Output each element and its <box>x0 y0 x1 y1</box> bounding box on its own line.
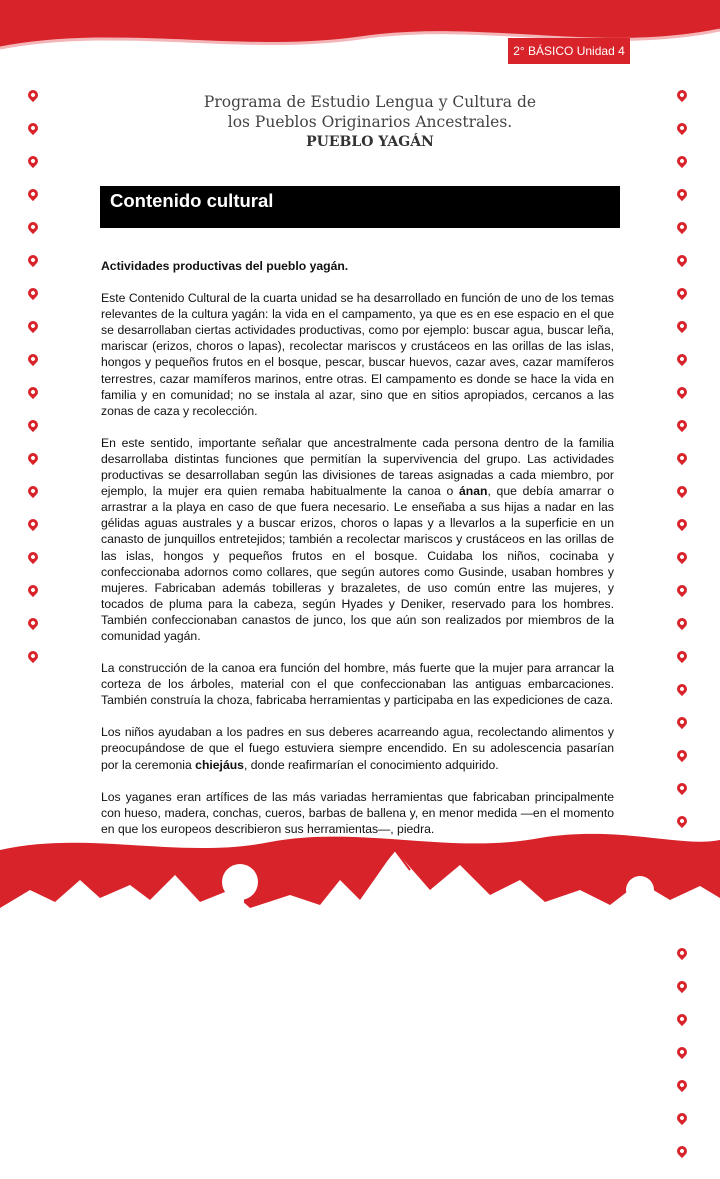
header-program-line: Programa de Estudio Lengua y Cultura de <box>203 93 537 111</box>
left-decorative-pattern <box>28 90 42 684</box>
term-chiejaus: chiejáus <box>195 757 244 772</box>
section-title: Contenido cultural <box>110 190 274 211</box>
document-body <box>101 258 614 885</box>
content-subtitle: Actividades productivas del pueblo yagán. <box>101 259 349 273</box>
paragraph-5: Los yaganes eran artífices de las más variadas herramientas que fabricaban principalmente con hueso, madera, conchas, cueros, barbas de ballena y, en menor medida —en el momento en que los europeos describieron sus herramientas—, piedra. <box>101 789 614 836</box>
paragraph-4: Los niños ayudaban a los padres en sus deberes acarreando agua, recolectando alimentos y preocupándose de que el fuego estuviera siempre encendido. En su adolescencia pasarían por la ceremonia chiejáus, donde reafirmarían el conocimiento adquirido. <box>101 725 614 772</box>
footer-landscape-illustration <box>0 820 720 932</box>
unit-badge: 2° BÁSICO Unidad 4 <box>508 38 630 64</box>
document-header <box>0 92 720 152</box>
right-decorative-pattern <box>677 90 691 1179</box>
paragraph-3: La construcción de la canoa era función del hombre, más fuerte que la mujer para arrancar la corteza de los árboles, material con el que confeccionaban las antiguas embarcaciones. También construía la choza, fabricaba herramientas y participaba en las expediciones de caza. <box>101 661 614 708</box>
section-banner <box>100 186 620 228</box>
header-people-name: PUEBLO YAGÁN <box>306 134 434 150</box>
paragraph-1: Este Contenido Cultural de la cuarta unidad se ha desarrollado en función de uno de los temas relevantes de la cultura yagán: la vida en el campamento, ya que es en ese espacio en el que se desarrollaban ciertas actividades productivas, como por ejemplo: buscar agua, buscar leña, mariscar (erizos, choros o lapas), recolectar mariscos y crustáceos en las orillas de las islas, hongos y pequeños frutos en el bosque, pescar, buscar huevos, cazar aves, cazar mamíferos terrestres, cazar mamíferos marinos, entre otras. El campamento es donde se hace la vida en familia y en comunidad; no se instala al azar, sino que en sitios apropiados, cercanos a las zonas de caza y recolección. <box>101 291 614 418</box>
header-peoples-line: los Pueblos Originarios Ancestrales. <box>227 113 513 131</box>
paragraph-2: En este sentido, importante señalar que ancestralmente cada persona dentro de la familia desarrollaba distintas funciones que permitían la supervivencia del grupo. Las actividades productivas se desarrollaban según las divisiones de tareas asignadas a cada miembro, por ejemplo, la mujer era quien remaba habitualmente la canoa o ánan, que debía amarrar o arrastrar a la playa en caso de que fuera necesario. Le enseñaba a sus hijas a nadar en las gélidas aguas australes y a buscar erizos, choros o lapas y a llevarlos a la superficie en un canasto de junquillos entretejidos; también a recolectar mariscos y crustáceos en las orillas de las islas, hongos y pequeños frutos en el bosque. Cuidaba los niños, cocinaba y confeccionaba adornos como collares, que según autores como Gusinde, usaban hombres y mujeres. Fabricaban además tobilleras y brazaletes, de uso común entre las mujeres, y tocados de pluma para la cabeza, según Hyades y Deniker, reservado para los hombres. También confeccionaban canastos de junco, los que aún son realizados por miembros de la comunidad yagán. <box>101 435 614 643</box>
term-anan: ánan <box>459 484 488 499</box>
